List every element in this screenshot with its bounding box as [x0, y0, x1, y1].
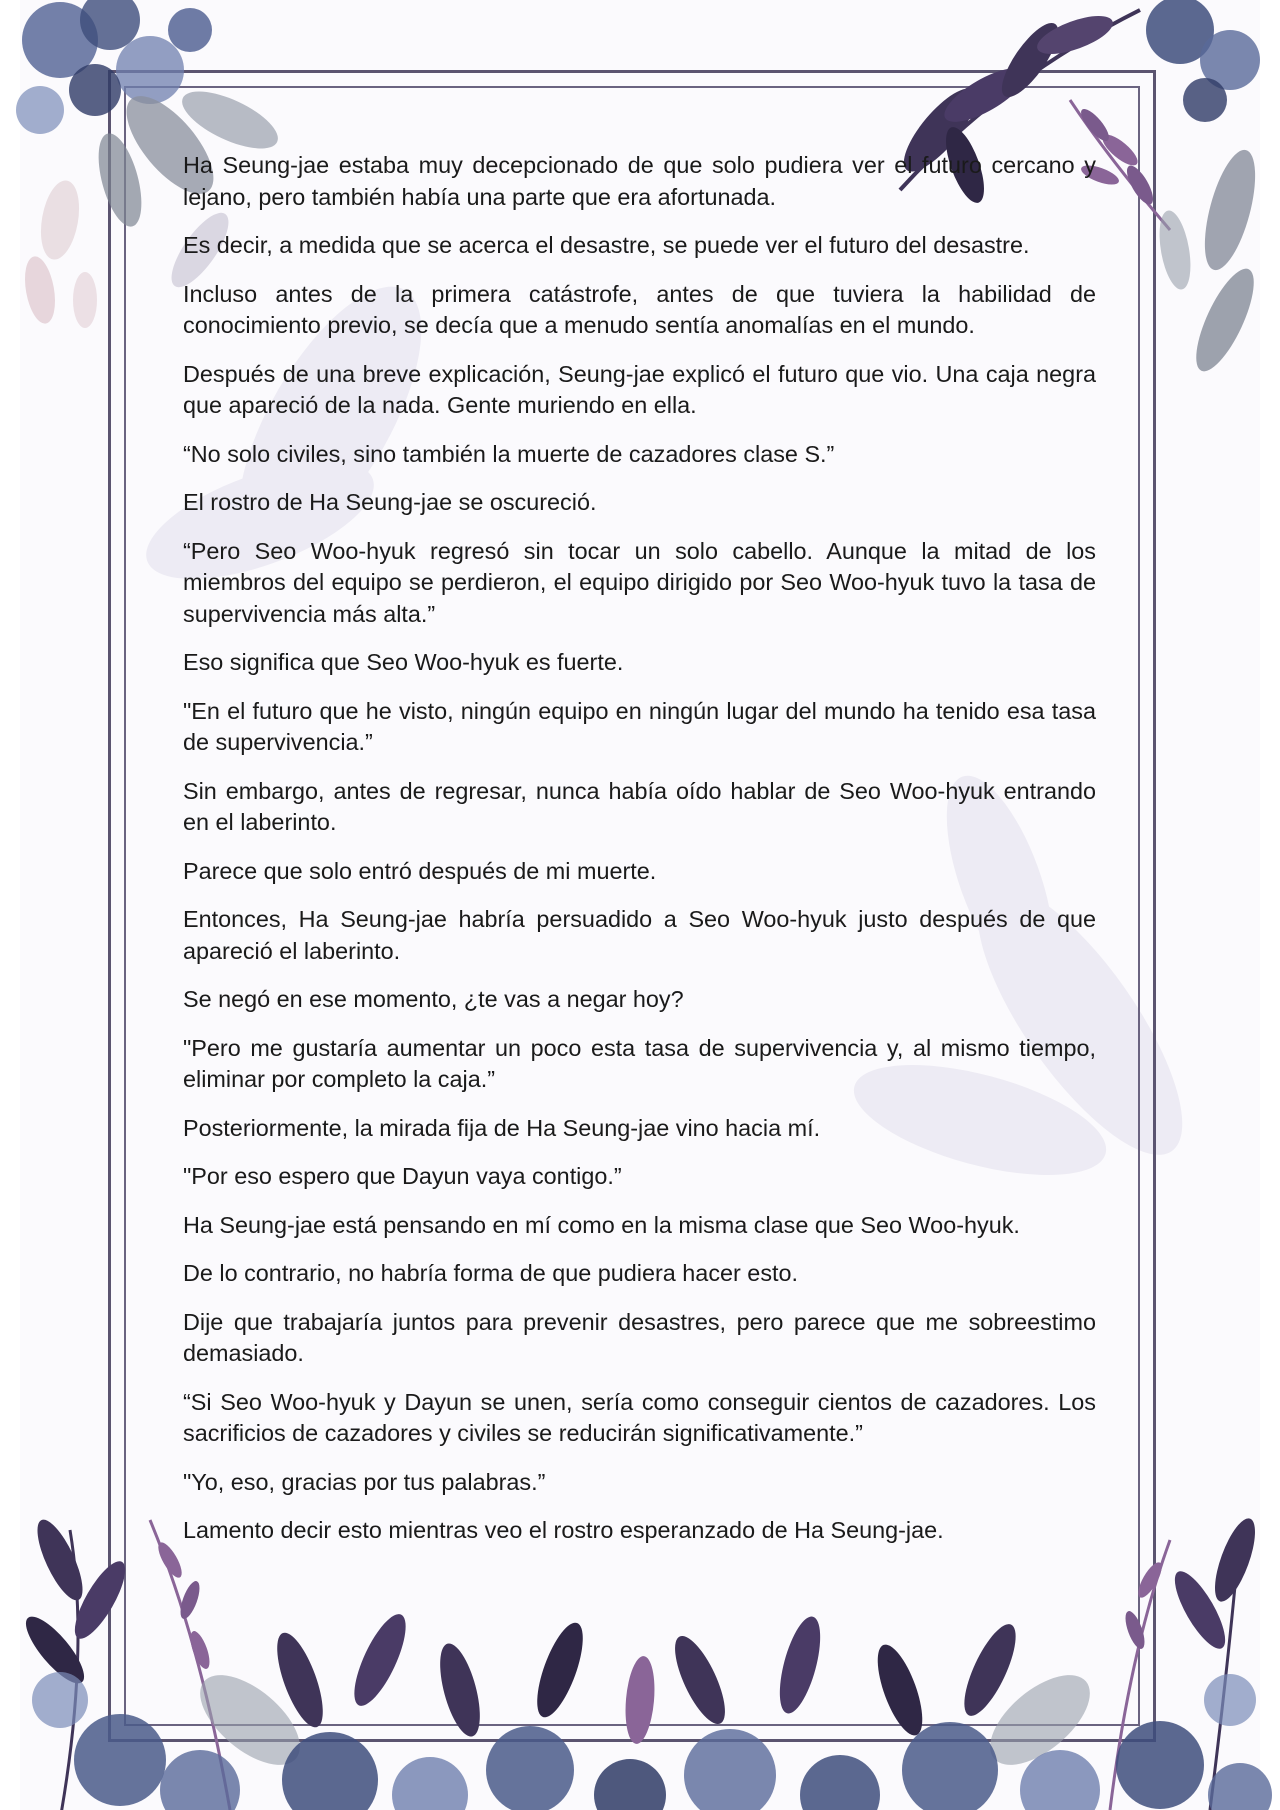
paragraph: “No solo civiles, sino también la muerte de cazadores clase S.” — [183, 440, 835, 467]
paragraph: Posteriormente, la mirada fija de Ha Seung-jae vino hacia mí. — [183, 1114, 821, 1141]
paragraph: "Pero me gustaría aumentar un poco esta tasa de supervivencia y, al mismo tiempo, eliminar por completo la caja.” — [183, 1034, 1096, 1092]
paragraph: Lamento decir esto mientras veo el rostro esperanzado de Ha Seung-jae. — [183, 1517, 944, 1543]
paragraph: Ha Seung-jae estaba muy decepcionado de que solo pudiera ver el futuro cercano y lejano, pero también había una parte que era afortunada. — [183, 152, 1096, 210]
paragraph: Ha Seung-jae está pensando en mí como en la misma clase que Seo Woo-hyuk. — [183, 1211, 1020, 1238]
paragraph: “Pero Seo Woo-hyuk regresó sin tocar un solo cabello. Aunque la mitad de los miembros del equipo se perdieron, el equipo dirigido por Seo Woo-hyuk tuvo la tasa de supervivencia más alta.” — [183, 537, 1096, 627]
paragraph: De lo contrario, no habría forma de que pudiera hacer esto. — [183, 1260, 799, 1286]
paragraph: "Por eso espero que Dayun vaya contigo.” — [183, 1163, 622, 1189]
paragraph: Eso significa que Seo Woo-hyuk es fuerte. — [183, 649, 624, 675]
paragraph: "Yo, eso, gracias por tus palabras.” — [183, 1468, 546, 1495]
paragraph: Dije que trabajaría juntos para prevenir desastres, pero parece que me sobreestimo demasiado. — [183, 1308, 1096, 1366]
paragraph: Es decir, a medida que se acerca el desastre, se puede ver el futuro del desastre. — [183, 232, 1030, 258]
paragraph: Parece que solo entró después de mi muerte. — [183, 857, 657, 884]
document-body — [183, 150, 1096, 1564]
paragraph: Incluso antes de la primera catástrofe, antes de que tuviera la habilidad de conocimiento previo, se decía que a menudo sentía anomalías en el mundo. — [183, 280, 1096, 338]
paragraph: El rostro de Ha Seung-jae se oscureció. — [183, 489, 597, 515]
paragraph: Entonces, Ha Seung-jae habría persuadido a Seo Woo-hyuk justo después de que apareció el laberinto. — [183, 906, 1096, 964]
paragraph: Sin embargo, antes de regresar, nunca había oído hablar de Seo Woo-hyuk entrando en el laberinto. — [183, 777, 1096, 835]
paragraph: Después de una breve explicación, Seung-jae explicó el futuro que vio. Una caja negra que apareció de la nada. Gente muriendo en ella. — [183, 360, 1096, 418]
paragraph: Se negó en ese momento, ¿te vas a negar hoy? — [183, 986, 684, 1012]
paragraph: “Si Seo Woo-hyuk y Dayun se unen, sería como conseguir cientos de cazadores. Los sacrificios de cazadores y civiles se reducirán significativamente.” — [183, 1388, 1096, 1446]
paragraph: "En el futuro que he visto, ningún equipo en ningún lugar del mundo ha tenido esa tasa de supervivencia.” — [183, 697, 1096, 755]
